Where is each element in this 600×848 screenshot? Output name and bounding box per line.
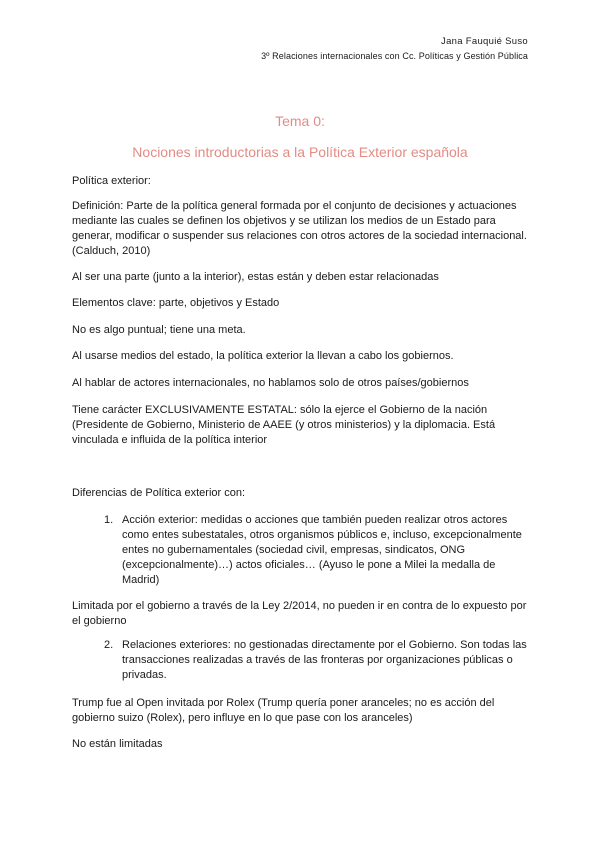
- paragraph-politica-exterior: Política exterior:: [72, 175, 151, 187]
- header-author: Jana Fauquié Suso: [441, 36, 528, 47]
- paragraph-exclusivamente-estatal: Tiene carácter EXCLUSIVAMENTE ESTATAL: sólo la ejerce el Gobierno de la nación (Presidente de Gobierno, Ministerio de AAEE (y otros ministerios) y la diplomacia. Está vinculada e influida de la política interior: [72, 404, 496, 446]
- paragraph-gobiernos: Al usarse medios del estado, la política exterior la llevan a cabo los gobiernos.: [72, 350, 454, 362]
- list-number: 1.: [104, 514, 114, 526]
- paragraph-no-limitadas: No están limitadas: [72, 738, 163, 750]
- paragraph-ley: Limitada por el gobierno a través de la Ley 2/2014, no pueden ir en contra de lo expuesto por el gobierno: [72, 600, 527, 627]
- paragraph-actores: Al hablar de actores internacionales, no hablamos solo de otros países/gobiernos: [72, 377, 469, 389]
- paragraph-elementos-clave: Elementos clave: parte, objetivos y Estado: [72, 297, 280, 309]
- paragraph-meta: No es algo puntual; tiene una meta.: [72, 324, 246, 336]
- list-text: Relaciones exteriores: no gestionadas directamente por el Gobierno. Son todas las transacciones realizadas a través de las fronteras por organizaciones públicas o privadas.: [122, 639, 527, 681]
- header-course: 3º Relaciones internacionales con Cc. Políticas y Gestión Pública: [261, 51, 528, 61]
- title-topic-name: Nociones introductorias a la Política Exterior española: [132, 144, 468, 160]
- list-number: 2.: [104, 639, 114, 651]
- title-topic-number: Tema 0:: [275, 113, 325, 129]
- paragraph-definicion: Definición: Parte de la política general formada por el conjunto de decisiones y actuaciones mediante las cuales se definen los objetivos y se utilizan los medios de un Estado para generar, modificar o suspender sus relaciones con otros actores de la sociedad internacional. (Calduch, 2010): [72, 200, 527, 257]
- paragraph-diferencias: Diferencias de Política exterior con:: [72, 487, 246, 499]
- paragraph-relacionadas: Al ser una parte (junto a la interior), estas están y deben estar relacionadas: [72, 271, 439, 283]
- paragraph-trump: Trump fue al Open invitada por Rolex (Trump quería poner aranceles; no es acción del gobierno suizo (Rolex), pero influye en lo que pase con los aranceles): [72, 697, 495, 724]
- list-text: Acción exterior: medidas o acciones que también pueden realizar otros actores como entes subestatales, otros organismos públicos e, incluso, excepcionalmente entes no gubernamentales (sociedad civil, empresas, sindicatos, ONG (excepcionalmente)…) actos oficiales… (Ayuso le pone a Milei la medalla de Madrid): [122, 514, 522, 586]
